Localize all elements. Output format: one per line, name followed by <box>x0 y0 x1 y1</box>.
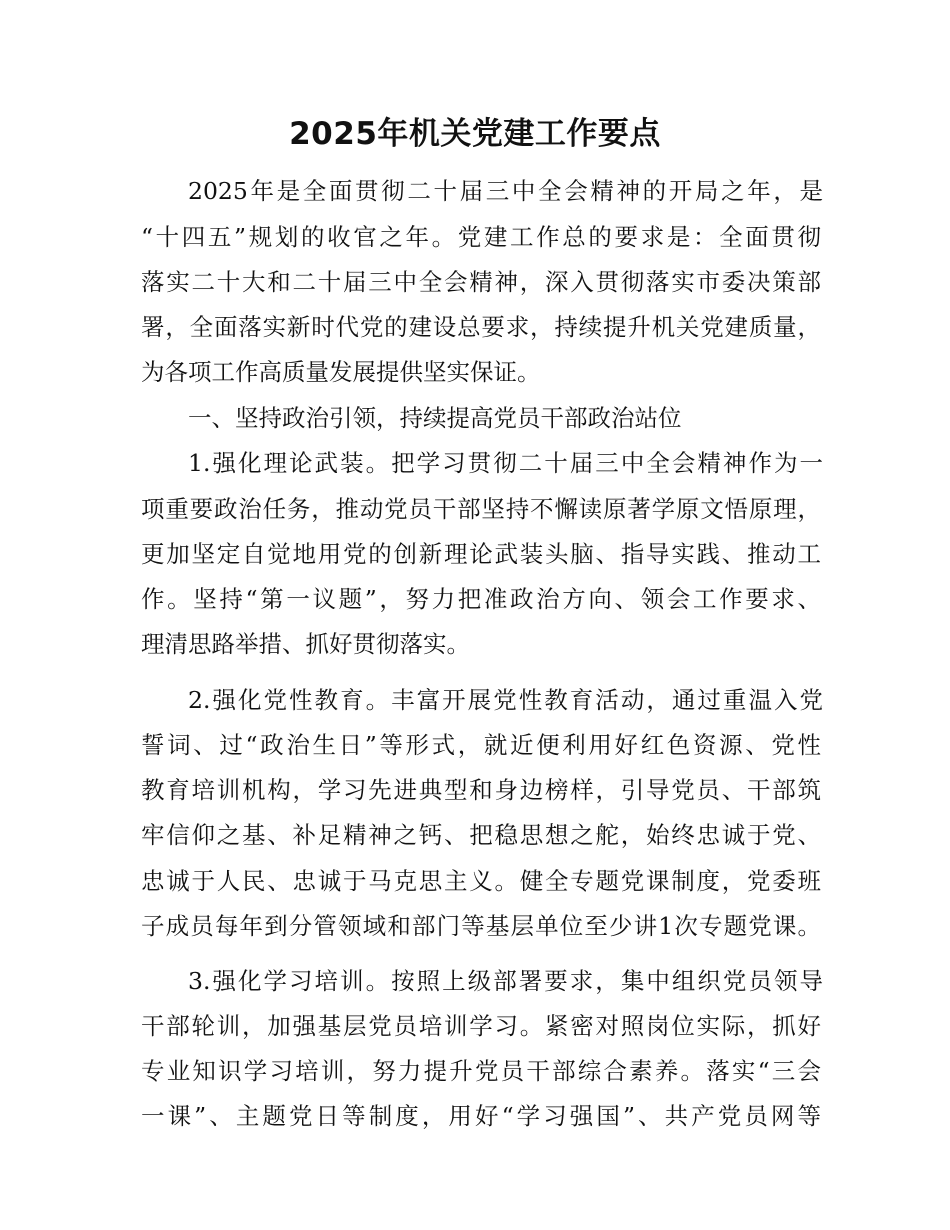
text-line: 落实二十大和二十届三中全会精神，深入贯彻落实市委决策部 <box>141 268 821 296</box>
text-line: 1.强化理论武装。把学习贯彻二十届三中全会精神作为一 <box>188 449 823 477</box>
text-line: 牢信仰之基、补足精神之钙、把稳思想之舵，始终忠诚于党、 <box>141 821 821 849</box>
text-line: 忠诚于人民、忠诚于马克思主义。健全专题党课制度，党委班 <box>141 867 821 895</box>
text-line: 为各项工作高质量发展提供坚实保证。 <box>141 358 541 386</box>
text-line: 更加坚定自觉地用党的创新理论武装头脑、指导实践、推动工 <box>141 540 821 568</box>
text-line: 理清思路举措、抓好贯彻落实。 <box>141 630 470 658</box>
text-line: 教育培训机构，学习先进典型和身边榜样，引导党员、干部筑 <box>141 776 821 804</box>
text-line: 干部轮训，加强基层党员培训学习。紧密对照岗位实际，抓好 <box>141 1012 821 1040</box>
text-line: “十四五”规划的收官之年。党建工作总的要求是：全面贯彻 <box>141 223 821 251</box>
text-line: 作。坚持“第一议题”，努力把准政治方向、领会工作要求、 <box>141 585 821 613</box>
text-line: 署，全面落实新时代党的建设总要求，持续提升机关党建质量， <box>141 313 821 341</box>
text-line: 一课”、主题党日等制度，用好“学习强国”、共产党员网等 <box>141 1102 821 1130</box>
text-line: 2.强化党性教育。丰富开展党性教育活动，通过重温入党 <box>188 686 823 714</box>
text-line: 誓词、过“政治生日”等形式，就近便利用好红色资源、党性 <box>141 731 821 759</box>
text-line: 子成员每年到分管领域和部门等基层单位至少讲1次专题党课。 <box>141 912 821 940</box>
text-line: 3.强化学习培训。按照上级部署要求，集中组织党员领导 <box>188 967 823 995</box>
text-line: 2025年是全面贯彻二十届三中全会精神的开局之年，是 <box>188 177 823 205</box>
text-line: 专业知识学习培训，努力提升党员干部综合素养。落实“三会 <box>141 1057 821 1085</box>
document-title: 2025年机关党建工作要点 <box>289 116 661 152</box>
text-line: 项重要政治任务，推动党员干部坚持不懈读原著学原文悟原理， <box>141 495 821 523</box>
section-heading: 一、坚持政治引领，持续提高党员干部政治站位 <box>188 404 682 432</box>
